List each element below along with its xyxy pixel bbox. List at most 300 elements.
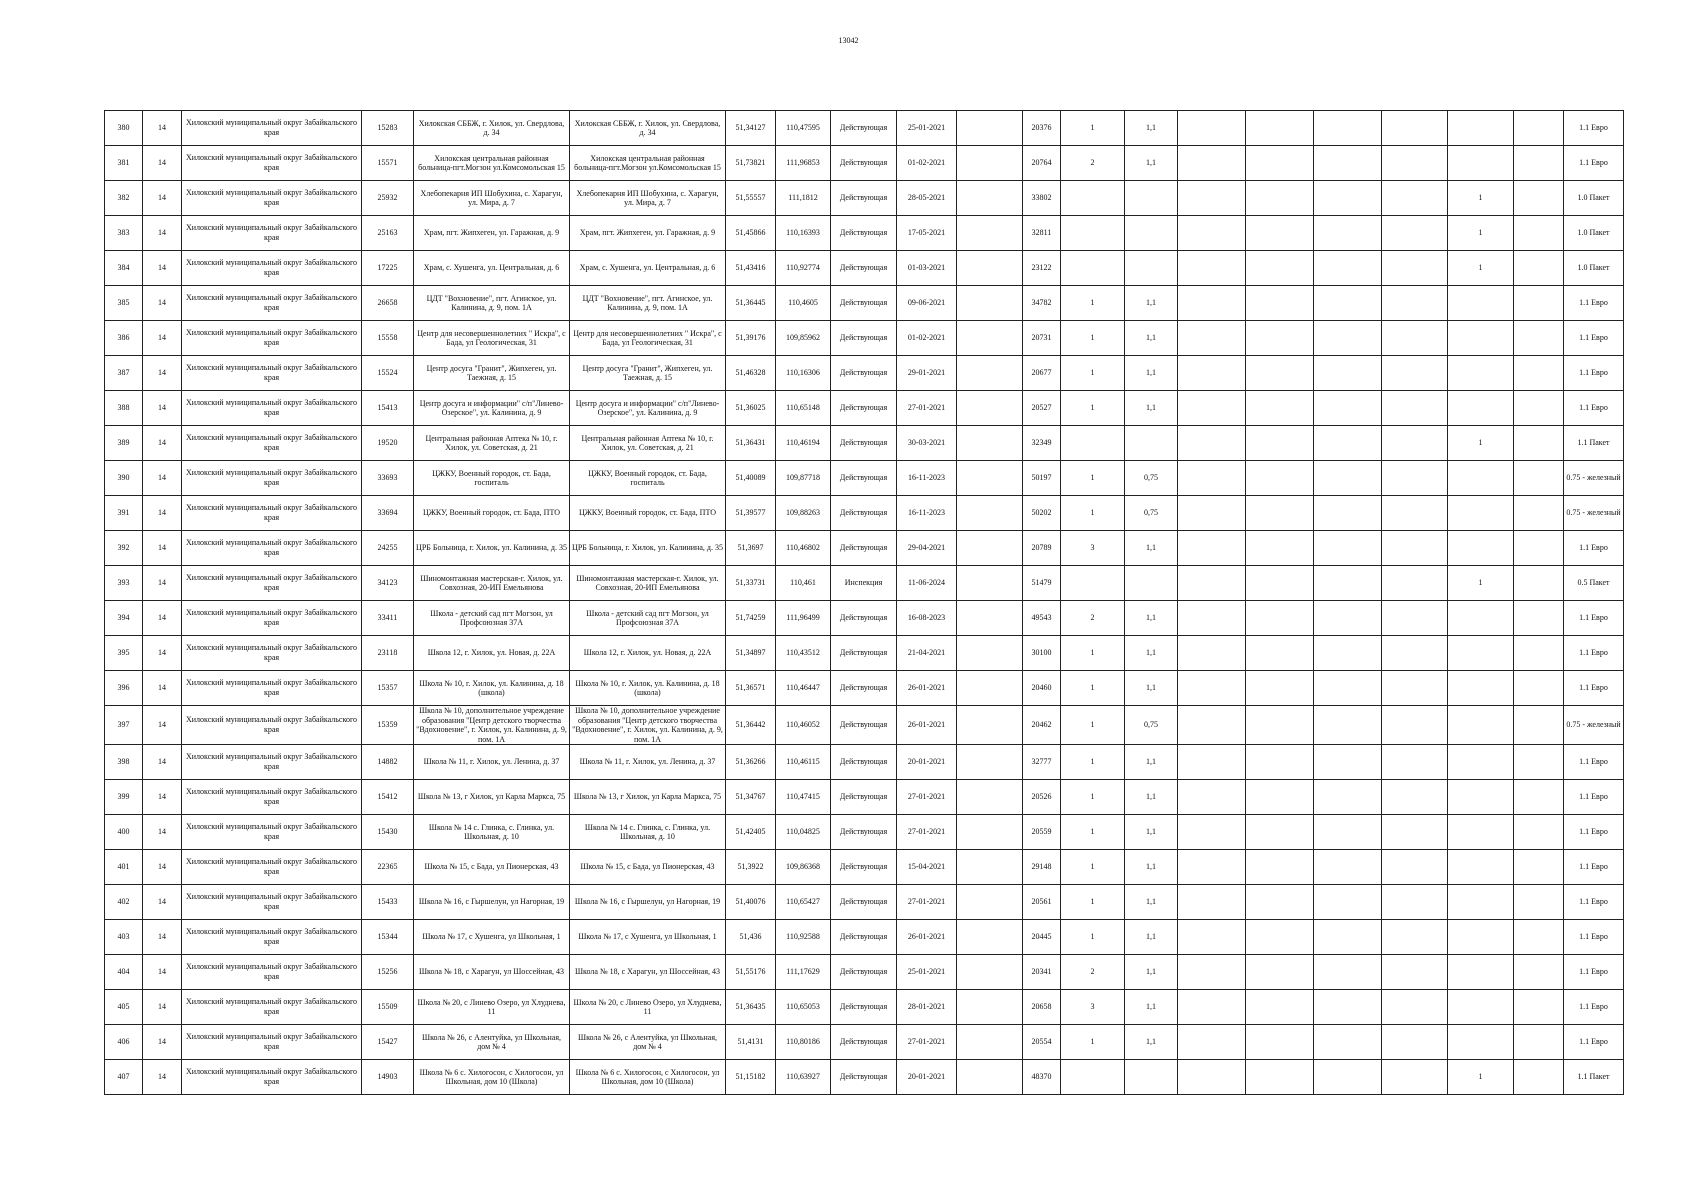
cell-latitude: 51,34897 [726,636,776,671]
cell-extra-1 [957,671,1023,706]
cell-record-id: 49543 [1023,601,1061,636]
cell-record-id: 20462 [1023,706,1061,745]
cell-site-name: Школа № 26, с Алентуйка, ул Школьная, дом № 4 [414,1025,570,1060]
cell-status: Действующая [831,850,897,885]
cell-latitude: 51,34767 [726,780,776,815]
cell-container-type: 1.1 Евро [1564,321,1624,356]
cell-status: Действующая [831,391,897,426]
cell-site-address: Центр досуга "Гранит", Жипхеген, ул. Таежная, д. 15 [570,356,726,391]
cell-extra-2 [1178,1060,1246,1095]
cell-container-volume [1125,426,1178,461]
cell-latitude: 51,36445 [726,286,776,321]
cell-longitude: 111,17629 [776,955,831,990]
cell-status: Действующая [831,745,897,780]
cell-extra-4 [1314,745,1382,780]
cell-extra-4 [1314,1025,1382,1060]
cell-extra-6 [1514,566,1564,601]
cell-extra-3 [1246,356,1314,391]
cell-extra-5 [1382,671,1448,706]
cell-container-type: 1.0 Пакет [1564,251,1624,286]
cell-container-count: 2 [1061,146,1125,181]
cell-longitude: 109,88263 [776,496,831,531]
cell-municipality: Хилокский муниципальный округ Забайкальского края [182,990,362,1025]
cell-district-code: 14 [143,1060,182,1095]
cell-extra-5 [1382,426,1448,461]
cell-row-number: 383 [105,216,143,251]
cell-site-address: Хилокская СББЖ, г. Хилок, ул. Свердлова, д. 34 [570,111,726,146]
cell-extra-3 [1246,566,1314,601]
cell-bag-count [1448,636,1514,671]
cell-date: 27-01-2021 [897,780,957,815]
cell-extra-5 [1382,636,1448,671]
cell-record-id: 32777 [1023,745,1061,780]
cell-district-code: 14 [143,706,182,745]
table-row [105,496,1624,531]
cell-container-count: 1 [1061,391,1125,426]
cell-container-type: 1.0 Пакет [1564,216,1624,251]
cell-date: 15-04-2021 [897,850,957,885]
cell-site-name: Школа № 14 с. Глинка, с. Глинка, ул. Школьная, д. 10 [414,815,570,850]
cell-municipality: Хилокский муниципальный округ Забайкальского края [182,216,362,251]
cell-status: Действующая [831,251,897,286]
cell-district-code: 14 [143,920,182,955]
cell-longitude: 109,85962 [776,321,831,356]
cell-extra-4 [1314,216,1382,251]
cell-status: Инспекция [831,566,897,601]
cell-status: Действующая [831,1060,897,1095]
cell-date: 25-01-2021 [897,955,957,990]
cell-bag-count [1448,920,1514,955]
cell-extra-3 [1246,496,1314,531]
cell-extra-5 [1382,461,1448,496]
cell-longitude: 110,46115 [776,745,831,780]
cell-district-code: 14 [143,745,182,780]
table-row [105,745,1624,780]
cell-latitude: 51,42405 [726,815,776,850]
cell-extra-5 [1382,251,1448,286]
cell-extra-4 [1314,671,1382,706]
cell-site-address: Школа № 10, дополнительное учреждение образования "Центр детского творчества "Вдохновение", г. Хилок, ул. Калинина, д. 9, пом. 1А [570,706,726,745]
cell-latitude: 51,34127 [726,111,776,146]
cell-record-id: 32811 [1023,216,1061,251]
cell-status: Действующая [831,356,897,391]
cell-site-id: 33693 [362,461,414,496]
cell-extra-6 [1514,321,1564,356]
cell-record-id: 20658 [1023,990,1061,1025]
cell-extra-4 [1314,286,1382,321]
cell-extra-1 [957,531,1023,566]
cell-extra-2 [1178,146,1246,181]
cell-site-name: Школа № 10, г. Хилок, ул. Калинина, д. 18 (школа) [414,671,570,706]
cell-container-volume [1125,216,1178,251]
cell-site-address: Школа № 18, с Харагун, ул Шоссейная, 43 [570,955,726,990]
cell-record-id: 29148 [1023,850,1061,885]
cell-municipality: Хилокский муниципальный округ Забайкальского края [182,286,362,321]
cell-container-type: 1.1 Пакет [1564,426,1624,461]
cell-extra-6 [1514,356,1564,391]
cell-site-address: Школа № 6 с. Хилогосон, с Хилогосон, ул Школьная, дом 10 (Школа) [570,1060,726,1095]
cell-municipality: Хилокский муниципальный округ Забайкальского края [182,815,362,850]
cell-site-address: Центр для несовершеннолетних " Искра", с Бада, ул Геологическая, 31 [570,321,726,356]
cell-status: Действующая [831,885,897,920]
cell-municipality: Хилокский муниципальный округ Забайкальского края [182,850,362,885]
cell-row-number: 405 [105,990,143,1025]
cell-district-code: 14 [143,461,182,496]
cell-container-count: 2 [1061,601,1125,636]
cell-extra-3 [1246,391,1314,426]
cell-longitude: 110,16393 [776,216,831,251]
cell-row-number: 389 [105,426,143,461]
cell-extra-5 [1382,181,1448,216]
cell-record-id: 20764 [1023,146,1061,181]
cell-row-number: 391 [105,496,143,531]
cell-extra-1 [957,216,1023,251]
cell-longitude: 109,86368 [776,850,831,885]
table-row [105,920,1624,955]
cell-extra-3 [1246,850,1314,885]
cell-bag-count [1448,111,1514,146]
cell-extra-4 [1314,111,1382,146]
cell-latitude: 51,436 [726,920,776,955]
cell-site-id: 34123 [362,566,414,601]
cell-container-count: 1 [1061,321,1125,356]
cell-site-id: 14903 [362,1060,414,1095]
cell-extra-4 [1314,1060,1382,1095]
cell-container-volume: 1,1 [1125,745,1178,780]
cell-container-volume: 1,1 [1125,356,1178,391]
cell-district-code: 14 [143,146,182,181]
cell-site-address: ЦЖКУ, Военный городок, ст. Бада, госпиталь [570,461,726,496]
cell-container-type: 1.1 Евро [1564,671,1624,706]
cell-extra-6 [1514,671,1564,706]
cell-extra-4 [1314,780,1382,815]
cell-extra-6 [1514,181,1564,216]
cell-municipality: Хилокский муниципальный округ Забайкальского края [182,496,362,531]
table-row [105,251,1624,286]
cell-latitude: 51,55176 [726,955,776,990]
cell-longitude: 111,96499 [776,601,831,636]
cell-extra-6 [1514,286,1564,321]
cell-extra-3 [1246,286,1314,321]
cell-latitude: 51,36266 [726,745,776,780]
cell-extra-1 [957,745,1023,780]
cell-latitude: 51,33731 [726,566,776,601]
cell-date: 27-01-2021 [897,1025,957,1060]
cell-site-id: 15571 [362,146,414,181]
cell-extra-1 [957,391,1023,426]
cell-status: Действующая [831,990,897,1025]
cell-extra-4 [1314,496,1382,531]
table-row [105,566,1624,601]
cell-date: 16-08-2023 [897,601,957,636]
cell-container-type: 1.1 Евро [1564,391,1624,426]
table-row [105,391,1624,426]
cell-extra-1 [957,146,1023,181]
cell-status: Действующая [831,601,897,636]
cell-record-id: 50197 [1023,461,1061,496]
cell-district-code: 14 [143,181,182,216]
cell-extra-6 [1514,920,1564,955]
cell-record-id: 20561 [1023,885,1061,920]
table-row [105,146,1624,181]
cell-date: 29-01-2021 [897,356,957,391]
cell-latitude: 51,39577 [726,496,776,531]
cell-extra-4 [1314,636,1382,671]
cell-row-number: 385 [105,286,143,321]
cell-district-code: 14 [143,1025,182,1060]
cell-container-type: 1.1 Евро [1564,850,1624,885]
table-row [105,1025,1624,1060]
cell-record-id: 20731 [1023,321,1061,356]
cell-extra-1 [957,286,1023,321]
cell-container-count [1061,426,1125,461]
cell-extra-6 [1514,815,1564,850]
cell-site-id: 15509 [362,990,414,1025]
cell-district-code: 14 [143,531,182,566]
cell-status: Действующая [831,815,897,850]
cell-municipality: Хилокский муниципальный округ Забайкальского края [182,461,362,496]
cell-extra-6 [1514,461,1564,496]
cell-row-number: 407 [105,1060,143,1095]
cell-container-volume: 1,1 [1125,146,1178,181]
cell-municipality: Хилокский муниципальный округ Забайкальского края [182,1060,362,1095]
cell-site-id: 15558 [362,321,414,356]
cell-record-id: 30100 [1023,636,1061,671]
cell-district-code: 14 [143,391,182,426]
cell-district-code: 14 [143,850,182,885]
cell-extra-1 [957,1025,1023,1060]
cell-extra-2 [1178,780,1246,815]
cell-record-id: 20341 [1023,955,1061,990]
cell-extra-4 [1314,706,1382,745]
cell-record-id: 32349 [1023,426,1061,461]
cell-container-type: 1.1 Евро [1564,780,1624,815]
cell-extra-2 [1178,321,1246,356]
cell-site-id: 14882 [362,745,414,780]
cell-longitude: 110,46447 [776,671,831,706]
cell-container-type: 1.1 Евро [1564,1025,1624,1060]
cell-container-count: 1 [1061,1025,1125,1060]
cell-row-number: 390 [105,461,143,496]
cell-site-name: Храм, с. Хушенга, ул. Центральная, д. 6 [414,251,570,286]
cell-site-address: Школа № 15, с Бада, ул Пионерская, 43 [570,850,726,885]
cell-row-number: 394 [105,601,143,636]
cell-row-number: 388 [105,391,143,426]
cell-date: 27-01-2021 [897,885,957,920]
cell-date: 11-06-2024 [897,566,957,601]
cell-site-address: Школа 12, г. Хилок, ул. Новая, д. 22А [570,636,726,671]
table-row [105,850,1624,885]
cell-latitude: 51,74259 [726,601,776,636]
cell-longitude: 110,80186 [776,1025,831,1060]
cell-extra-4 [1314,356,1382,391]
cell-extra-3 [1246,636,1314,671]
cell-container-type: 1.1 Евро [1564,531,1624,566]
cell-container-count: 1 [1061,496,1125,531]
cell-row-number: 387 [105,356,143,391]
cell-bag-count: 1 [1448,1060,1514,1095]
cell-site-address: ЦРБ Больница, г. Хилок, ул. Калинина, д. 35 [570,531,726,566]
cell-extra-1 [957,566,1023,601]
cell-site-address: Школа № 26, с Алентуйка, ул Школьная, дом № 4 [570,1025,726,1060]
cell-container-count: 1 [1061,850,1125,885]
cell-container-count: 1 [1061,885,1125,920]
cell-row-number: 382 [105,181,143,216]
cell-date: 30-03-2021 [897,426,957,461]
cell-district-code: 14 [143,321,182,356]
cell-extra-5 [1382,566,1448,601]
cell-extra-4 [1314,531,1382,566]
cell-bag-count: 1 [1448,566,1514,601]
cell-municipality: Хилокский муниципальный округ Забайкальского края [182,391,362,426]
cell-status: Действующая [831,146,897,181]
cell-container-count: 1 [1061,286,1125,321]
cell-extra-3 [1246,181,1314,216]
cell-extra-1 [957,990,1023,1025]
cell-record-id: 20789 [1023,531,1061,566]
cell-district-code: 14 [143,601,182,636]
cell-row-number: 406 [105,1025,143,1060]
cell-bag-count [1448,356,1514,391]
cell-date: 25-01-2021 [897,111,957,146]
cell-extra-5 [1382,111,1448,146]
cell-site-id: 15430 [362,815,414,850]
cell-site-name: Центр досуга и информации" с/п"Линево-Озерское", ул. Калинина, д. 9 [414,391,570,426]
cell-container-volume: 1,1 [1125,955,1178,990]
cell-bag-count [1448,745,1514,780]
cell-extra-3 [1246,920,1314,955]
cell-extra-2 [1178,815,1246,850]
cell-municipality: Хилокский муниципальный округ Забайкальского края [182,671,362,706]
cell-site-name: Хлебопекарня ИП Шобухина, с. Харагун, ул. Мира, д. 7 [414,181,570,216]
cell-status: Действующая [831,321,897,356]
cell-record-id: 51479 [1023,566,1061,601]
cell-row-number: 384 [105,251,143,286]
cell-container-type: 1.1 Евро [1564,815,1624,850]
table-row [105,671,1624,706]
cell-container-type: 1.1 Евро [1564,356,1624,391]
register-body [105,111,1624,1095]
cell-status: Действующая [831,426,897,461]
cell-extra-1 [957,955,1023,990]
cell-site-address: Центральная районная Аптека № 10, г. Хилок, ул. Советская, д. 21 [570,426,726,461]
cell-extra-3 [1246,1025,1314,1060]
cell-container-type: 1.1 Евро [1564,601,1624,636]
cell-site-id: 33694 [362,496,414,531]
cell-site-address: Храм, с. Хушенга, ул. Центральная, д. 6 [570,251,726,286]
cell-extra-6 [1514,251,1564,286]
cell-extra-6 [1514,531,1564,566]
cell-site-address: ЦЖКУ, Военный городок, ст. Бада, ПТО [570,496,726,531]
cell-district-code: 14 [143,671,182,706]
cell-site-id: 22365 [362,850,414,885]
cell-date: 16-11-2023 [897,496,957,531]
cell-record-id: 33802 [1023,181,1061,216]
cell-site-name: Школа - детский сад пгт Могзон, ул Профсоюзная 37А [414,601,570,636]
cell-container-count [1061,1060,1125,1095]
cell-latitude: 51,36571 [726,671,776,706]
cell-extra-4 [1314,920,1382,955]
cell-extra-4 [1314,181,1382,216]
cell-longitude: 110,4605 [776,286,831,321]
cell-extra-5 [1382,885,1448,920]
cell-municipality: Хилокский муниципальный округ Забайкальского края [182,745,362,780]
cell-extra-5 [1382,850,1448,885]
cell-longitude: 110,65053 [776,990,831,1025]
cell-bag-count [1448,531,1514,566]
cell-site-name: Школа № 18, с Харагун, ул Шоссейная, 43 [414,955,570,990]
cell-municipality: Хилокский муниципальный округ Забайкальского края [182,321,362,356]
cell-extra-6 [1514,111,1564,146]
cell-municipality: Хилокский муниципальный округ Забайкальского края [182,146,362,181]
cell-extra-3 [1246,885,1314,920]
cell-container-count: 1 [1061,461,1125,496]
cell-bag-count: 1 [1448,426,1514,461]
cell-container-volume: 1,1 [1125,815,1178,850]
cell-site-name: Школа № 17, с Хушенга, ул Школьная, 1 [414,920,570,955]
cell-extra-6 [1514,955,1564,990]
cell-site-id: 26658 [362,286,414,321]
cell-container-count: 1 [1061,356,1125,391]
cell-site-name: Храм, пгт. Жипхеген, ул. Гаражная, д. 9 [414,216,570,251]
cell-site-address: Храм, пгт. Жипхеген, ул. Гаражная, д. 9 [570,216,726,251]
cell-site-address: Школа № 16, с Гыршелун, ул Нагорная, 19 [570,885,726,920]
cell-longitude: 110,65148 [776,391,831,426]
cell-extra-2 [1178,706,1246,745]
cell-site-name: Хилокская СББЖ, г. Хилок, ул. Свердлова, д. 34 [414,111,570,146]
cell-extra-5 [1382,531,1448,566]
cell-extra-5 [1382,815,1448,850]
table-row [105,885,1624,920]
cell-longitude: 110,92588 [776,920,831,955]
cell-extra-5 [1382,321,1448,356]
table-row [105,356,1624,391]
cell-date: 27-01-2021 [897,815,957,850]
cell-date: 29-04-2021 [897,531,957,566]
cell-site-name: Центральная районная Аптека № 10, г. Хилок, ул. Советская, д. 21 [414,426,570,461]
cell-extra-4 [1314,146,1382,181]
cell-longitude: 110,46194 [776,426,831,461]
cell-container-type: 1.1 Евро [1564,955,1624,990]
cell-site-id: 15344 [362,920,414,955]
cell-extra-5 [1382,146,1448,181]
cell-site-id: 25163 [362,216,414,251]
table-row [105,181,1624,216]
cell-status: Действующая [831,780,897,815]
cell-container-count: 3 [1061,531,1125,566]
cell-record-id: 20376 [1023,111,1061,146]
cell-container-volume: 1,1 [1125,286,1178,321]
cell-container-volume [1125,1060,1178,1095]
cell-bag-count [1448,990,1514,1025]
cell-extra-2 [1178,850,1246,885]
cell-status: Действующая [831,181,897,216]
cell-status: Действующая [831,671,897,706]
cell-status: Действующая [831,706,897,745]
cell-extra-5 [1382,990,1448,1025]
cell-site-address: Школа № 14 с. Глинка, с. Глинка, ул. Школьная, д. 10 [570,815,726,850]
cell-extra-2 [1178,566,1246,601]
cell-extra-2 [1178,286,1246,321]
cell-municipality: Хилокский муниципальный округ Забайкальского края [182,111,362,146]
cell-extra-6 [1514,745,1564,780]
cell-extra-5 [1382,601,1448,636]
cell-container-volume: 1,1 [1125,850,1178,885]
cell-district-code: 14 [143,426,182,461]
cell-extra-3 [1246,780,1314,815]
cell-latitude: 51,40076 [726,885,776,920]
cell-district-code: 14 [143,636,182,671]
